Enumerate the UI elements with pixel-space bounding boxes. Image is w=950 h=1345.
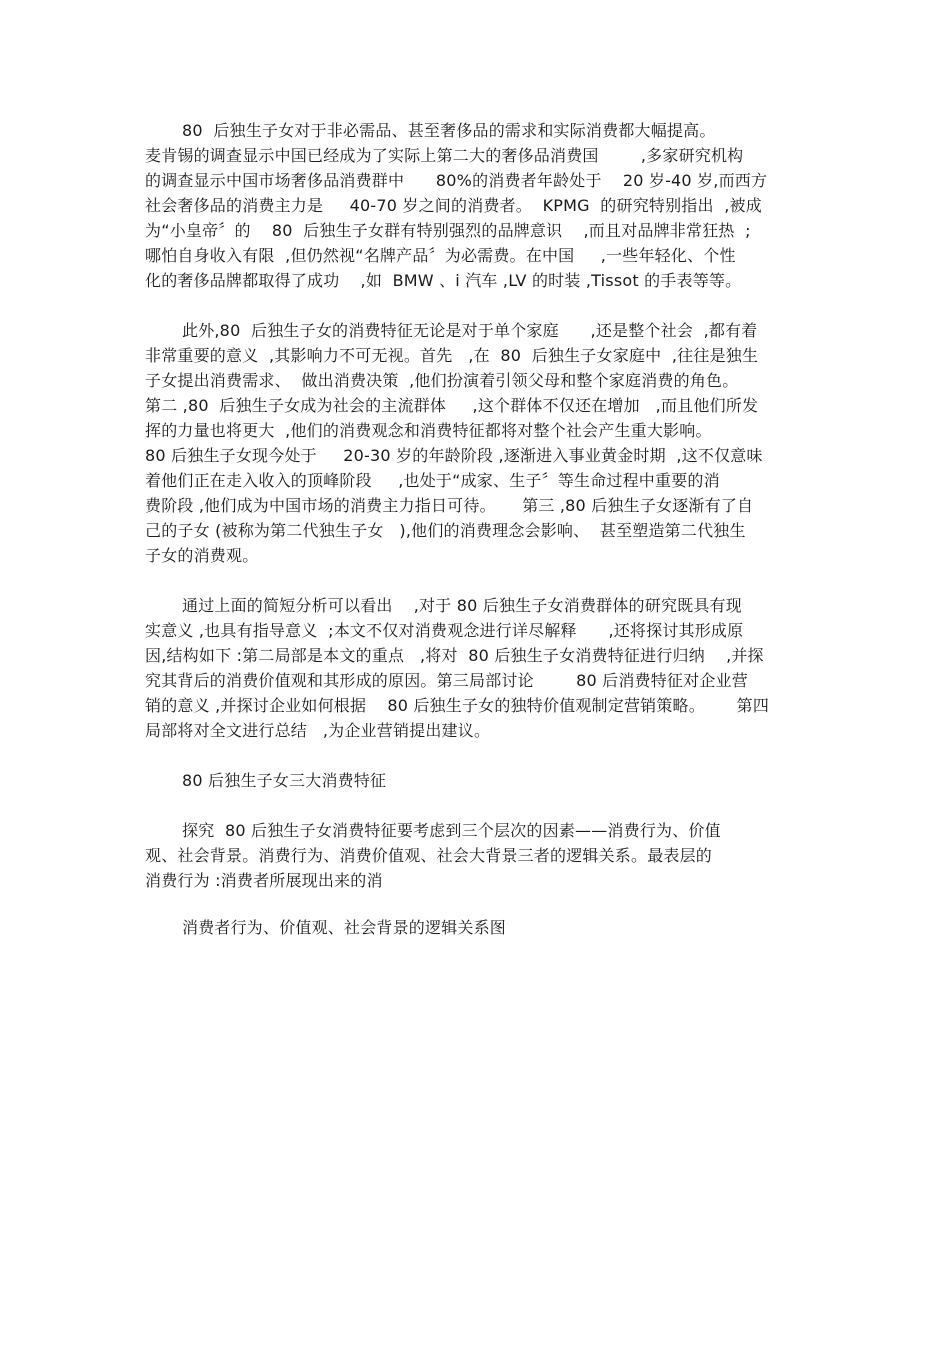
- paragraph-2-line-6: 80 后独生子女现今处于 20-30 岁的年龄阶段 ,逐渐进入事业黄金时期 ,这不仅意味: [145, 446, 763, 465]
- paragraph-2-line-1: 此外,80 后独生子女的消费特征无论是对于单个家庭 ,还是整个社会 ,都有着: [182, 321, 758, 340]
- paragraph-1-line-3: 的调查显示中国市场奢侈品消费群中 80%的消费者年龄处于 20 岁-40 岁,而西方: [145, 171, 768, 190]
- paragraph-3-line-3: 因,结构如下 :第二局部是本文的重点 ,将对 80 后独生子女消费特征进行归纳 ,并探: [145, 646, 764, 665]
- paragraph-2-line-5: 挥的力量也将更大 ,他们的消费观念和消费特征都将对整个社会产生重大影响。: [145, 421, 712, 440]
- paragraph-3-line-6: 局部将对全文进行总结 ,为企业营销提出建议。: [145, 721, 491, 740]
- paragraph-2-line-9: 己的子女 (被称为第二代独生子女 ),他们的消费理念会影响、 甚至塑造第二代独生: [145, 521, 746, 540]
- paragraph-1-line-1: 80 后独生子女对于非必需品、甚至奢侈品的需求和实际消费都大幅提高。: [182, 121, 716, 140]
- paragraph-5-line-3: 消费行为 :消费者所展现出来的消: [145, 871, 383, 890]
- paragraph-2-line-10: 子女的消费观。: [145, 546, 259, 565]
- paragraph-2-line-4: 第二 ,80 后独生子女成为社会的主流群体 ,这个群体不仅还在增加 ,而且他们所发: [145, 396, 759, 415]
- paragraph-3-line-4: 究其背后的消费价值观和其形成的原因。第三局部讨论 80 后消费特征对企业营: [145, 671, 748, 690]
- paragraph-2-line-2: 非常重要的意义 ,其影响力不可无视。首先 ,在 80 后独生子女家庭中 ,往往是独生: [145, 346, 759, 365]
- section-heading: 80 后独生子女三大消费特征: [182, 771, 387, 790]
- figure-caption: 消费者行为、价值观、社会背景的逻辑关系图: [182, 918, 507, 937]
- paragraph-3-line-1: 通过上面的简短分析可以看出 ,对于 80 后独生子女消费群体的研究既具有现: [182, 596, 742, 615]
- paragraph-3-line-5: 销的意义 ,并探讨企业如何根据 80 后独生子女的独特价值观制定营销策略。 第四: [145, 696, 770, 715]
- paragraph-2-line-3: 子女提出消费需求、 做出消费决策 ,他们扮演着引领父母和整个家庭消费的角色。: [145, 371, 739, 390]
- paragraph-1-line-7: 化的奢侈品牌都取得了成功 ,如 BMW 、i 汽车 ,LV 的时装 ,Tissot 的手表等等。: [145, 271, 742, 290]
- paragraph-5-line-1: 探究 80 后独生子女消费特征要考虑到三个层次的因素——消费行为、价值: [182, 821, 721, 840]
- paragraph-1-line-4: 社会奢侈品的消费主力是 40-70 岁之间的消费者。 KPMG 的研究特别指出 ,被成: [145, 196, 762, 215]
- paragraph-1-line-2: 麦肯锡的调查显示中国已经成为了实际上第二大的奢侈品消费国 ,多家研究机构: [145, 146, 744, 165]
- paragraph-1-line-5: 为“小皇帝〞的 80 后独生子女群有特别强烈的品牌意识 ,而且对品牌非常狂热 ;: [145, 221, 751, 240]
- paragraph-1-line-6: 哪怕自身收入有限 ,但仍然视“名牌产品〞为必需费。在中国 ,一些年轻化、个性: [145, 246, 736, 265]
- paragraph-2-line-7: 着他们正在走入收入的顶峰阶段 ,也处于“成家、生子〞等生命过程中重要的消: [145, 471, 720, 490]
- paragraph-5-line-2: 观、社会背景。消费行为、消费价值观、社会大背景三者的逻辑关系。最表层的: [145, 846, 713, 865]
- paragraph-3-line-2: 实意义 ,也具有指导意义 ;本文不仅对消费观念进行详尽解释 ,还将探讨其形成原: [145, 621, 744, 640]
- paragraph-2-line-8: 费阶段 ,他们成为中国市场的消费主力指日可待。 第三 ,80 后独生子女逐渐有了自: [145, 496, 754, 515]
